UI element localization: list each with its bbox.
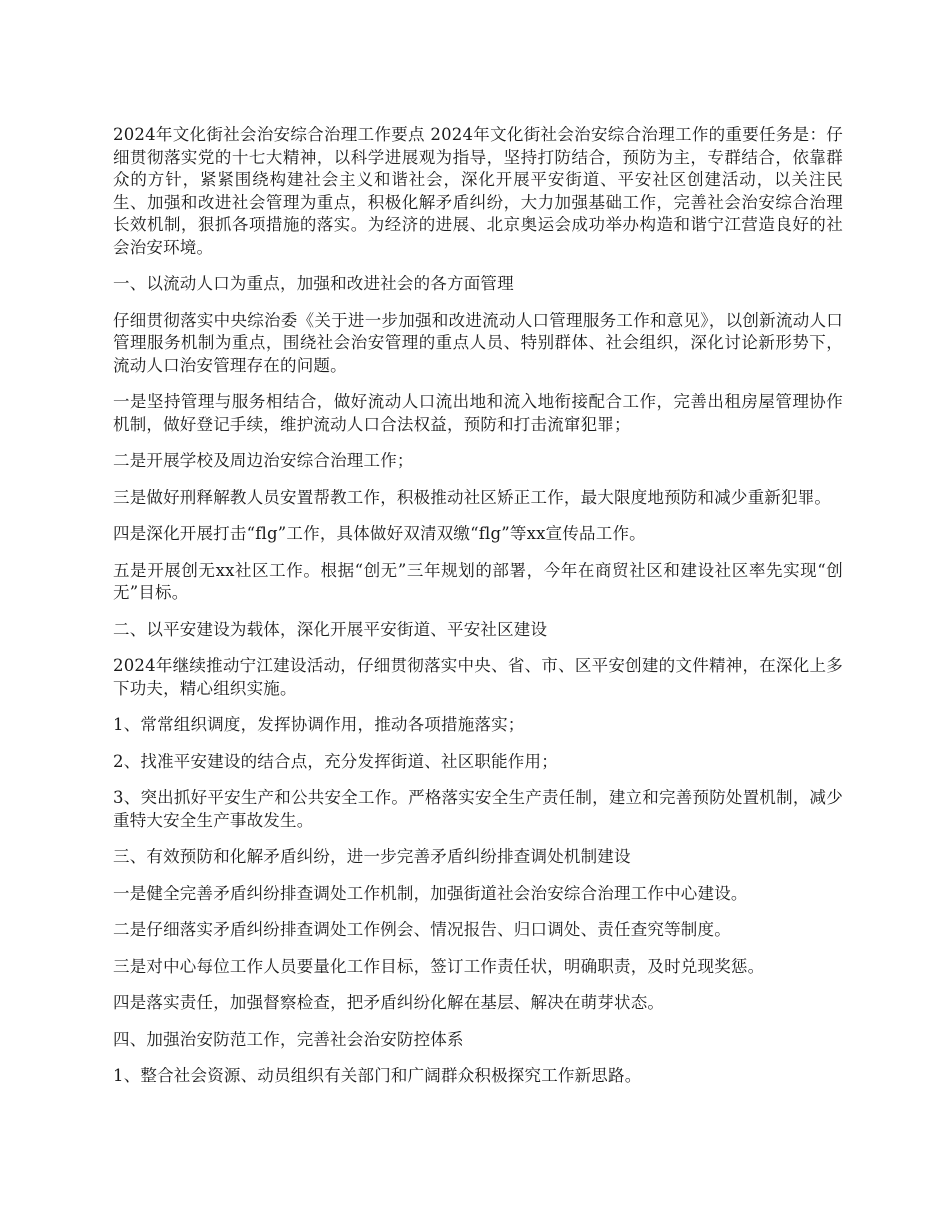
section-heading-1: 一、以流动人口为重点，加强和改进社会的各方面管理 <box>113 274 514 293</box>
list-item: 一是健全完善矛盾纠纷排查调处工作机制，加强街道社会治安综合治理工作中心建设。 <box>113 883 748 903</box>
list-item: 二是仔细落实矛盾纠纷排查调处工作例会、情况报告、归口调处、责任查究等制度。 <box>113 920 731 939</box>
list-item: 四是深化开展打击“flg”工作，具体做好双清双缴“flg”等xx宣传品工作。 <box>113 524 646 543</box>
list-item: 五是开展创无xx社区工作。根据“创无”三年规划的部署，今年在商贸社区和建设社区率先实现“创无”目标。 <box>113 560 843 602</box>
document-body <box>113 124 843 1102</box>
list-item: 1、整合社会资源、动员组织有关部门和广阔群众积极探究工作新思路。 <box>113 1066 642 1085</box>
list-item: 2、找准平安建设的结合点，充分发挥街道、社区职能作用； <box>113 751 558 771</box>
paragraph: 仔细贯彻落实中央综治委《关于进一步加强和改进流动人口管理服务工作和意见》，以创新流动人口管理服务机制为重点，围绕社会治安管理的重点人员、特别群体、社会组织，深化讨论新形势下，流动人口治安管理存在的问题。 <box>113 310 843 375</box>
paragraph: 2024年继续推动宁江建设活动，仔细贯彻落实中央、省、市、区平安创建的文件精神，在深化上多下功夫，精心组织实施。 <box>113 656 843 698</box>
list-item: 1、常常组织调度，发挥协调作用，推动各项措施落实； <box>113 715 525 734</box>
section-heading-4: 四、加强治安防范工作，完善社会治安防控体系 <box>113 1029 464 1049</box>
list-item: 三是做好刑释解教人员安置帮教工作，积极推动社区矫正工作，最大限度地预防和减少重新犯罪。 <box>113 487 832 507</box>
section-heading-2: 二、以平安建设为载体，深化开展平安街道、平安社区建设 <box>113 619 548 639</box>
section-heading-3: 三、有效预防和化解矛盾纠纷，进一步完善矛盾纠纷排查调处机制建设 <box>113 847 631 866</box>
list-item: 四是落实责任，加强督察检查，把矛盾纠纷化解在基层、解决在萌芽状态。 <box>113 993 665 1012</box>
list-item: 3、突出抓好平安生产和公共安全工作。严格落实安全生产责任制，建立和完善预防处置机制，减少重特大安全生产事故发生。 <box>113 788 843 830</box>
list-item: 三是对中心每位工作人员要量化工作目标，签订工作责任状，明确职责，及时兑现奖惩。 <box>113 956 765 976</box>
list-item: 一是坚持管理与服务相结合，做好流动人口流出地和流入地衔接配合工作，完善出租房屋管理协作机制，做好登记手续，维护流动人口合法权益，预防和打击流窜犯罪； <box>113 392 843 434</box>
list-item: 二是开展学校及周边治安综合治理工作； <box>113 451 414 470</box>
paragraph-intro: 2024年文化街社会治安综合治理工作要点 2024年文化街社会治安综合治理工作的重要任务是：仔细贯彻落实党的十七大精神，以科学进展观为指导，坚持打防结合，预防为主，专群结合，依靠群众的方针，紧紧围绕构建社会主义和谐社会，深化开展平安街道、平安社区创建活动，以关注民生、加强和改进社会管理为重点，积极化解矛盾纠纷，大力加强基础工作，完善社会治安综合治理长效机制，狠抓各项措施的落实。为经济的进展、北京奥运会成功举办构造和谐宁江营造良好的社会治安环境。 <box>113 125 843 257</box>
